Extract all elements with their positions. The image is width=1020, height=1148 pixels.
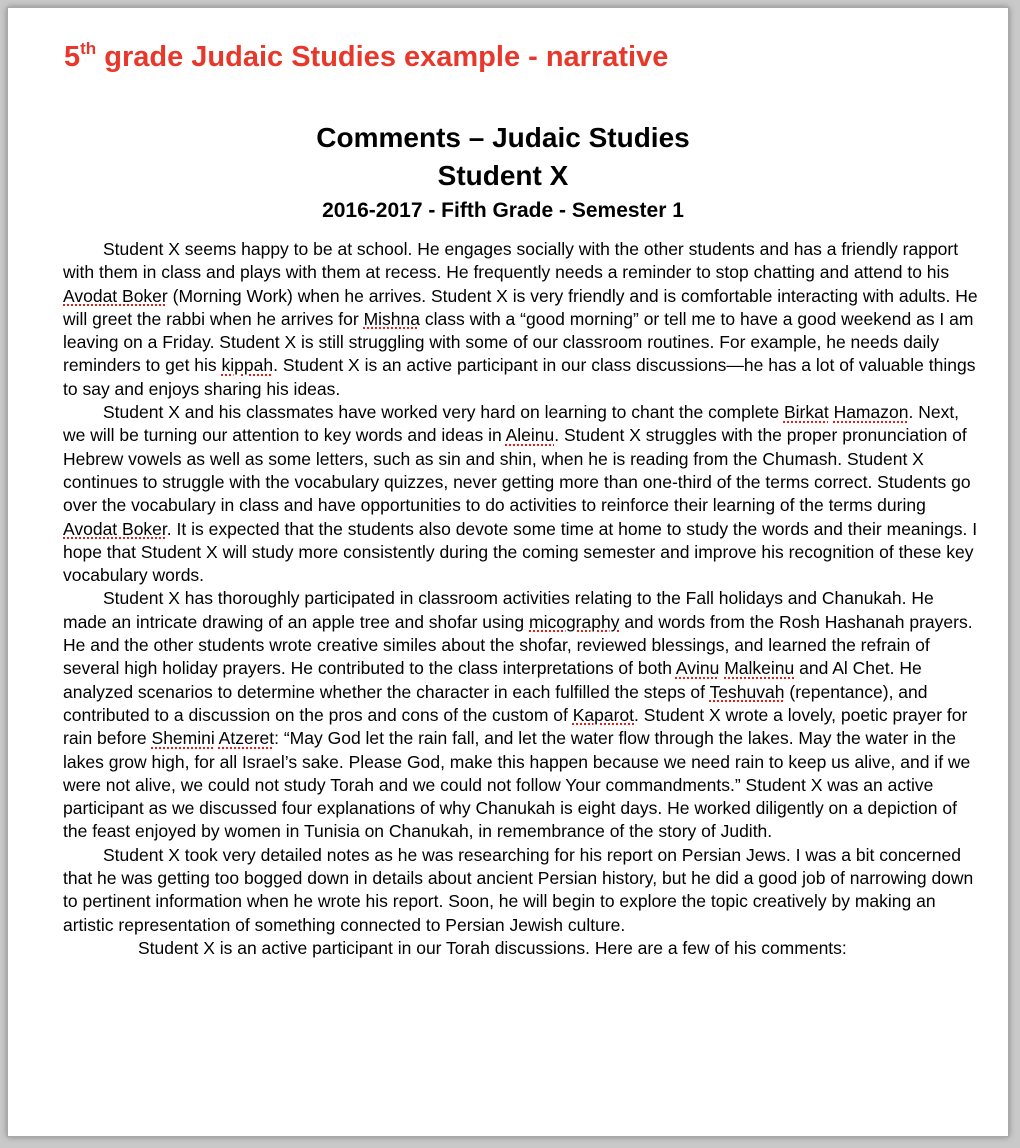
term-line: 2016-2017 - Fifth Grade - Semester 1 bbox=[322, 199, 684, 222]
paragraph-hebrew: Student X and his classmates have worked very hard on learning to chant the complete Birkat Hamazon. Next, we will be turning our attention to key words and ideas in Aleinu. Student X struggles with the proper pronunciation of Hebrew vowels as well as some letters, such as sin and shin, when he is reading from the Chumash. Student X continues to struggle with the vocabulary quizzes, never getting more than one-third of the terms correct. Students go over the vocabulary in class and have opportunities to do activities to reinforce their learning of the terms during Avodat Boker. It is expected that the students also devote some time at home to study the words and their meanings. I hope that Student X will study more consistently during the coming semester and improve his recognition of these key vocabulary words. bbox=[63, 402, 978, 586]
spellcheck-word: Avinu bbox=[675, 658, 720, 679]
paragraph-torah: Student X is an active participant in our Torah discussions. Here are a few of his comments: bbox=[138, 937, 847, 958]
spellcheck-word: Shemini bbox=[151, 728, 215, 749]
paragraph-social: Student X seems happy to be at school. He engages socially with the other students and has a friendly rapport with them in class and plays with them at recess. He frequently needs a reminder to stop chatting and attend to his Avodat Boker (Morning Work) when he arrives. Student X is very friendly and is comfortable interacting with adults. He will greet the rabbi when he arrives for Mishna class with a “good morning” or tell me to have a good weekend as I am leaving on a Friday. Student X is still struggling with some of our classroom routines. For example, he needs daily reminders to get his kippah. Student X is an active participant in our class discussions—he has a lot of valuable things to say and enjoys sharing his ideas. bbox=[63, 239, 978, 399]
document-page bbox=[7, 7, 1009, 1137]
spellcheck-word: Aleinu bbox=[505, 425, 555, 446]
spellcheck-word: Teshuvah bbox=[709, 681, 785, 702]
spellcheck-word: Malkeinu bbox=[724, 658, 795, 679]
ordinal-superscript: th bbox=[80, 39, 97, 58]
student-name: Student X bbox=[437, 160, 569, 191]
spellcheck-word: Avodat Boker bbox=[63, 518, 167, 539]
paragraph-research: Student X took very detailed notes as he was researching for his report on Persian Jews. I was a bit concerned that he was getting too bogged down in details about ancient Persian history, but he did a good job of narrowing down to pertinent information when he wrote his report. Soon, he will begin to explore the topic creatively by making an artistic representation of something connected to Persian Jewish culture. bbox=[63, 844, 974, 935]
spellcheck-word: Mishna bbox=[363, 308, 420, 329]
spellcheck-word: kippah bbox=[221, 355, 274, 376]
spellcheck-word: Birkat bbox=[783, 402, 829, 423]
spellcheck-word: Avodat Boker bbox=[63, 285, 168, 306]
paragraph-holidays: Student X has thoroughly participated in classroom activities relating to the Fall holidays and Chanukah. He made an intricate drawing of an apple tree and shofar using micography and words from the Rosh Hashanah prayers. He and the other students wrote creative similes about the shofar, reviewed blessings, and learned the refrain of several high holiday prayers. He contributed to the class interpretations of both Avinu Malkeinu and Al Chet. He analyzed scenarios to determine whether the character in each fulfilled the steps of Teshuvah (repentance), and contributed to a discussion on the pros and cons of the custom of Kaparot. Student X wrote a lovely, poetic prayer for rain before Shemini Atzeret: “May God let the rain fall, and let the water flow through the lakes. May the water in the lakes grow high, for all Israel’s sake. Please God, make this happen because we need rain to keep us alive, and if we were not alive, we could not study Torah and we could not follow Your commandments.” Student X was an active participant as we discussed four explanations of why Chanukah is eight days. He worked diligently on a depiction of the feast enjoyed by women in Tunisia on Chanukah, in remembrance of the story of Judith. bbox=[63, 588, 973, 842]
spellcheck-word: Kaparot bbox=[572, 704, 635, 725]
comments-body bbox=[63, 238, 978, 960]
spellcheck-word: micography bbox=[529, 611, 620, 632]
example-banner: 5th grade Judaic Studies example - narrative bbox=[64, 39, 669, 73]
document-title: Comments – Judaic Studies bbox=[316, 122, 690, 153]
spellcheck-word: Atzeret bbox=[218, 728, 275, 749]
spellcheck-word: Hamazon bbox=[833, 402, 909, 423]
